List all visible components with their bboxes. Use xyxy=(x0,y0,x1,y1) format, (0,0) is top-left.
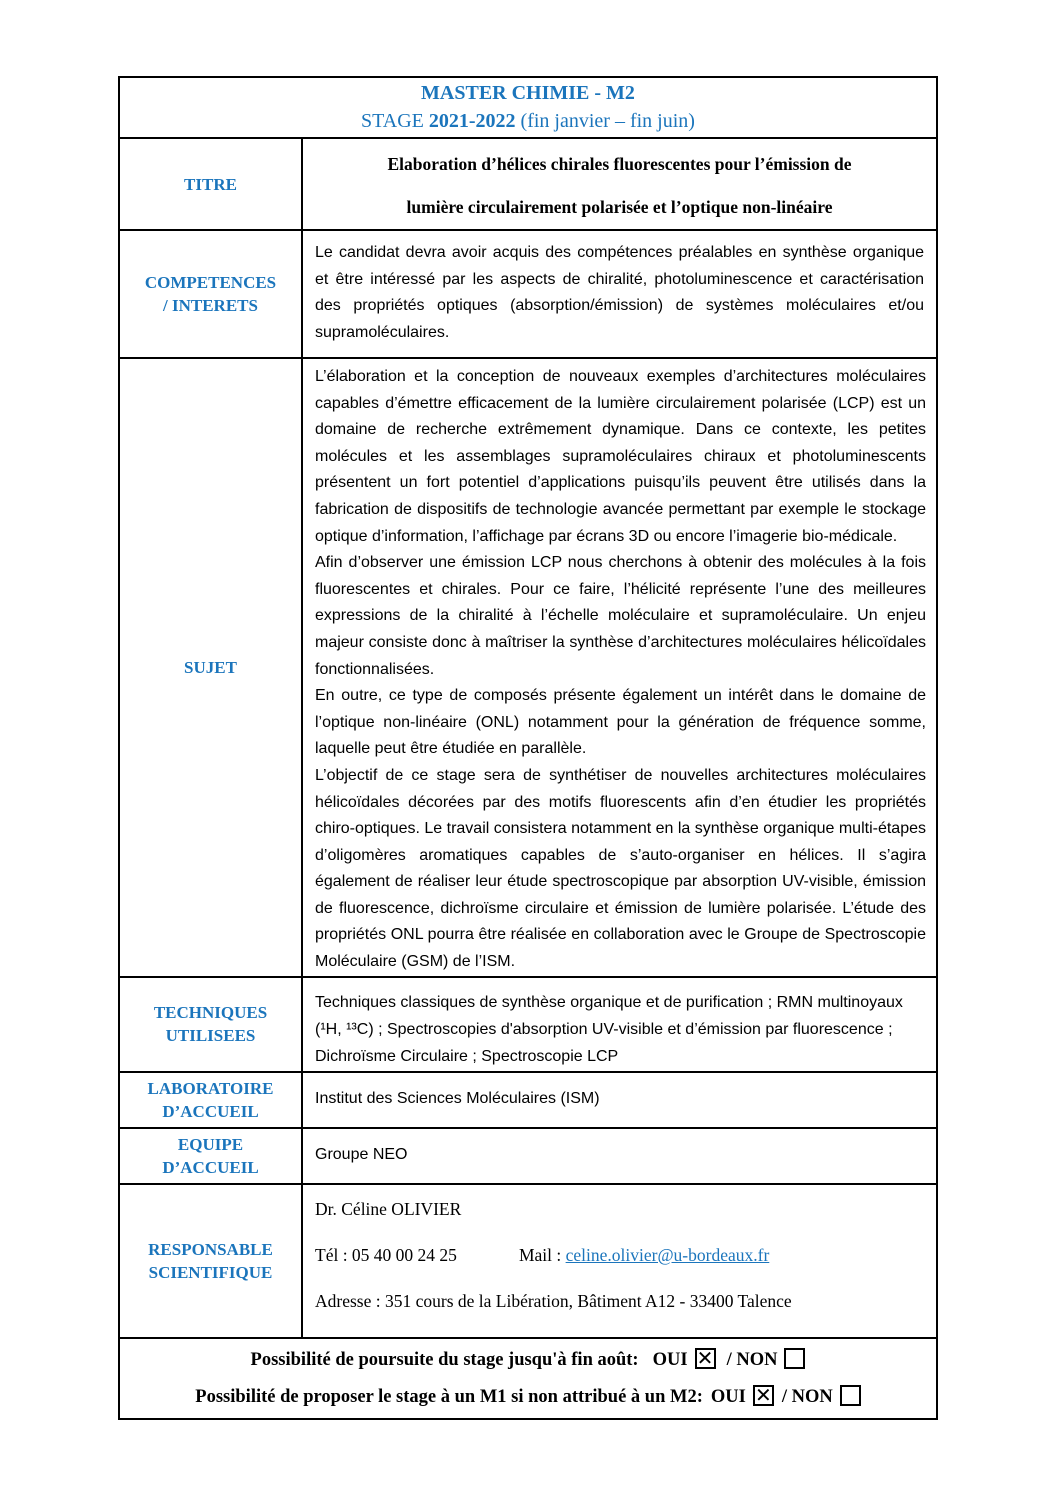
stage-form-table xyxy=(118,76,938,1420)
footer-question-1-oui-checkbox[interactable]: ✕ xyxy=(695,1348,716,1369)
label-laboratoire xyxy=(120,1073,303,1127)
responsable-phone: Tél : 05 40 00 24 25 xyxy=(315,1244,457,1265)
page-title: MASTER CHIMIE - M2 xyxy=(421,82,635,104)
label-techniques-line-1: TECHNIQUES xyxy=(153,1003,268,1023)
sujet-content xyxy=(303,359,936,976)
label-laboratoire-line-1: LABORATOIRE xyxy=(147,1078,274,1098)
equipe-text: Groupe NEO xyxy=(315,1146,408,1164)
competences-text: Le candidat devra avoir acquis des compétences préalables en synthèse organique et être intéressé par les aspects de chiralité, photoluminescence et caractérisation des propriétés optiques (absorption/émission) de systèmes moléculaires et/ou supramoléculaires. xyxy=(315,244,924,341)
label-equipe xyxy=(120,1129,303,1183)
sujet-paragraph-3: En outre, ce type de composés présente également un intérêt dans le domaine de l’optique non-linéaire (ONL) notamment pour la génération de fréquence somme, laquelle peut être étudiée en parallèle. xyxy=(315,687,926,758)
titre-content xyxy=(303,139,936,229)
row-titre xyxy=(120,137,936,229)
label-equipe-line-1: EQUIPE xyxy=(177,1134,244,1154)
header-row xyxy=(120,78,936,137)
footer-question-1-text: Possibilité de poursuite du stage jusqu'à fin août: xyxy=(250,1349,639,1370)
label-techniques xyxy=(120,978,303,1071)
row-techniques xyxy=(120,976,936,1071)
footer-row xyxy=(120,1337,936,1418)
footer-question-2-text: Possibilité de proposer le stage à un M1 si non attribué à un M2: xyxy=(195,1386,703,1407)
responsable-email-link[interactable]: celine.olivier@u-bordeaux.fr xyxy=(565,1244,770,1265)
label-titre xyxy=(120,139,303,229)
footer-question-2-non-checkbox[interactable] xyxy=(840,1385,861,1406)
techniques-text: Techniques classiques de synthèse organique et de purification ; RMN multinoyaux (¹H, ¹³C) ; Spectroscopies d'absorption UV-visible et d’émission par fluorescence ; Dichroïsme Circulaire ; Spectroscopie LCP xyxy=(315,993,903,1065)
row-sujet xyxy=(120,357,936,976)
footer-question-2 xyxy=(120,1379,936,1416)
responsable-contact-line xyxy=(315,1245,924,1266)
responsable-name: Dr. Céline OLIVIER xyxy=(315,1198,462,1219)
label-techniques-line-2: UTILISEES xyxy=(165,1026,256,1046)
label-responsable xyxy=(120,1185,303,1337)
label-sujet xyxy=(120,359,303,976)
competences-content xyxy=(303,231,936,357)
page-subtitle xyxy=(120,107,936,135)
titre-line-2: lumière circulairement polarisée et l’optique non-linéaire xyxy=(406,197,833,217)
label-responsable-line-1: RESPONSABLE xyxy=(148,1239,273,1259)
laboratoire-text: Institut des Sciences Moléculaires (ISM) xyxy=(315,1090,600,1108)
responsable-address: Adresse : 351 cours de la Libération, Bâtiment A12 - 33400 Talence xyxy=(315,1290,792,1311)
responsable-mail-label: Mail : xyxy=(518,1244,566,1265)
responsable-content xyxy=(303,1185,936,1337)
label-sujet-text: SUJET xyxy=(184,657,237,677)
footer-question-2-oui-label: OUI xyxy=(710,1386,746,1407)
footer-question-1-non-checkbox[interactable] xyxy=(784,1348,805,1369)
footer-content xyxy=(120,1339,936,1418)
subtitle-prefix: STAGE xyxy=(361,110,429,132)
sujet-paragraph-2: Afin d’observer une émission LCP nous cherchons à obtenir des molécules à la fois fluorescentes et chirales. Pour ce faire, l’hélicité représente l’une des meilleures expressions de la chiralité à l’échelle moléculaire et supramoléculaire. Un enjeu majeur consiste donc à maîtriser la synthèse d’architectures moléculaires hélicoïdales fonctionnalisées. xyxy=(315,554,926,678)
footer-question-1-oui-label: OUI xyxy=(652,1349,688,1370)
row-equipe xyxy=(120,1127,936,1183)
subtitle-years: 2021-2022 xyxy=(428,110,516,132)
label-titre-text: TITRE xyxy=(184,174,237,194)
label-competences-line-2: / INTERETS xyxy=(163,296,258,315)
label-competences-line-1: COMPETENCES xyxy=(144,273,277,292)
footer-question-2-oui-checkbox[interactable]: ✕ xyxy=(753,1385,774,1406)
row-responsable xyxy=(120,1183,936,1337)
label-competences xyxy=(120,231,303,357)
label-laboratoire-line-2: D’ACCUEIL xyxy=(162,1101,259,1121)
row-competences xyxy=(120,229,936,357)
laboratoire-content xyxy=(303,1073,936,1127)
techniques-content xyxy=(303,978,936,1071)
sujet-paragraph-1: L’élaboration et la conception de nouveaux exemples d’architectures moléculaires capables d’émettre efficacement de la lumière circulairement polarisée (LCP) est un domaine de recherche extrêmement dynamique. Dans ce contexte, les petites molécules et les assemblages supramoléculaires chiraux et photoluminescents présentent un fort potentiel d’applications puisqu’ils peuvent être utilisés dans la fabrication de dispositifs de technologie avancée permettant par exemple le stockage optique d’information, l’affichage par écrans 3D ou encore l’imagerie bio-médicale. xyxy=(315,368,926,545)
form-header xyxy=(120,78,936,137)
footer-question-2-non-label: / NON xyxy=(781,1386,833,1407)
footer-question-1 xyxy=(120,1342,936,1379)
subtitle-dates: (fin janvier – fin juin) xyxy=(515,110,695,132)
footer-question-1-non-label: / NON xyxy=(726,1349,778,1370)
sujet-paragraph-4: L’objectif de ce stage sera de synthétiser de nouvelles architectures moléculaires hélicoïdales décorées par des motifs fluorescents afin d’en étudier les propriétés chiro-optiques. Le travail consistera notamment en la synthèse organique multi-étapes d’oligomères aromatiques capables de s’auto-organiser en hélices. Il s’agira également de réaliser leur étude spectroscopique par absorption UV-visible, émission de fluorescence, dichroïsme circulaire et émission de lumière polarisée. L’étude des propriétés ONL pourra être réalisée en collaboration avec le Groupe de Spectroscopie Moléculaire (GSM) de l’ISM. xyxy=(315,766,926,971)
titre-line-1: Elaboration d’hélices chirales fluorescentes pour l’émission de xyxy=(387,154,852,174)
equipe-content xyxy=(303,1129,936,1183)
label-equipe-line-2: D’ACCUEIL xyxy=(162,1157,259,1177)
label-responsable-line-2: SCIENTIFIQUE xyxy=(148,1262,273,1282)
row-laboratoire xyxy=(120,1071,936,1127)
